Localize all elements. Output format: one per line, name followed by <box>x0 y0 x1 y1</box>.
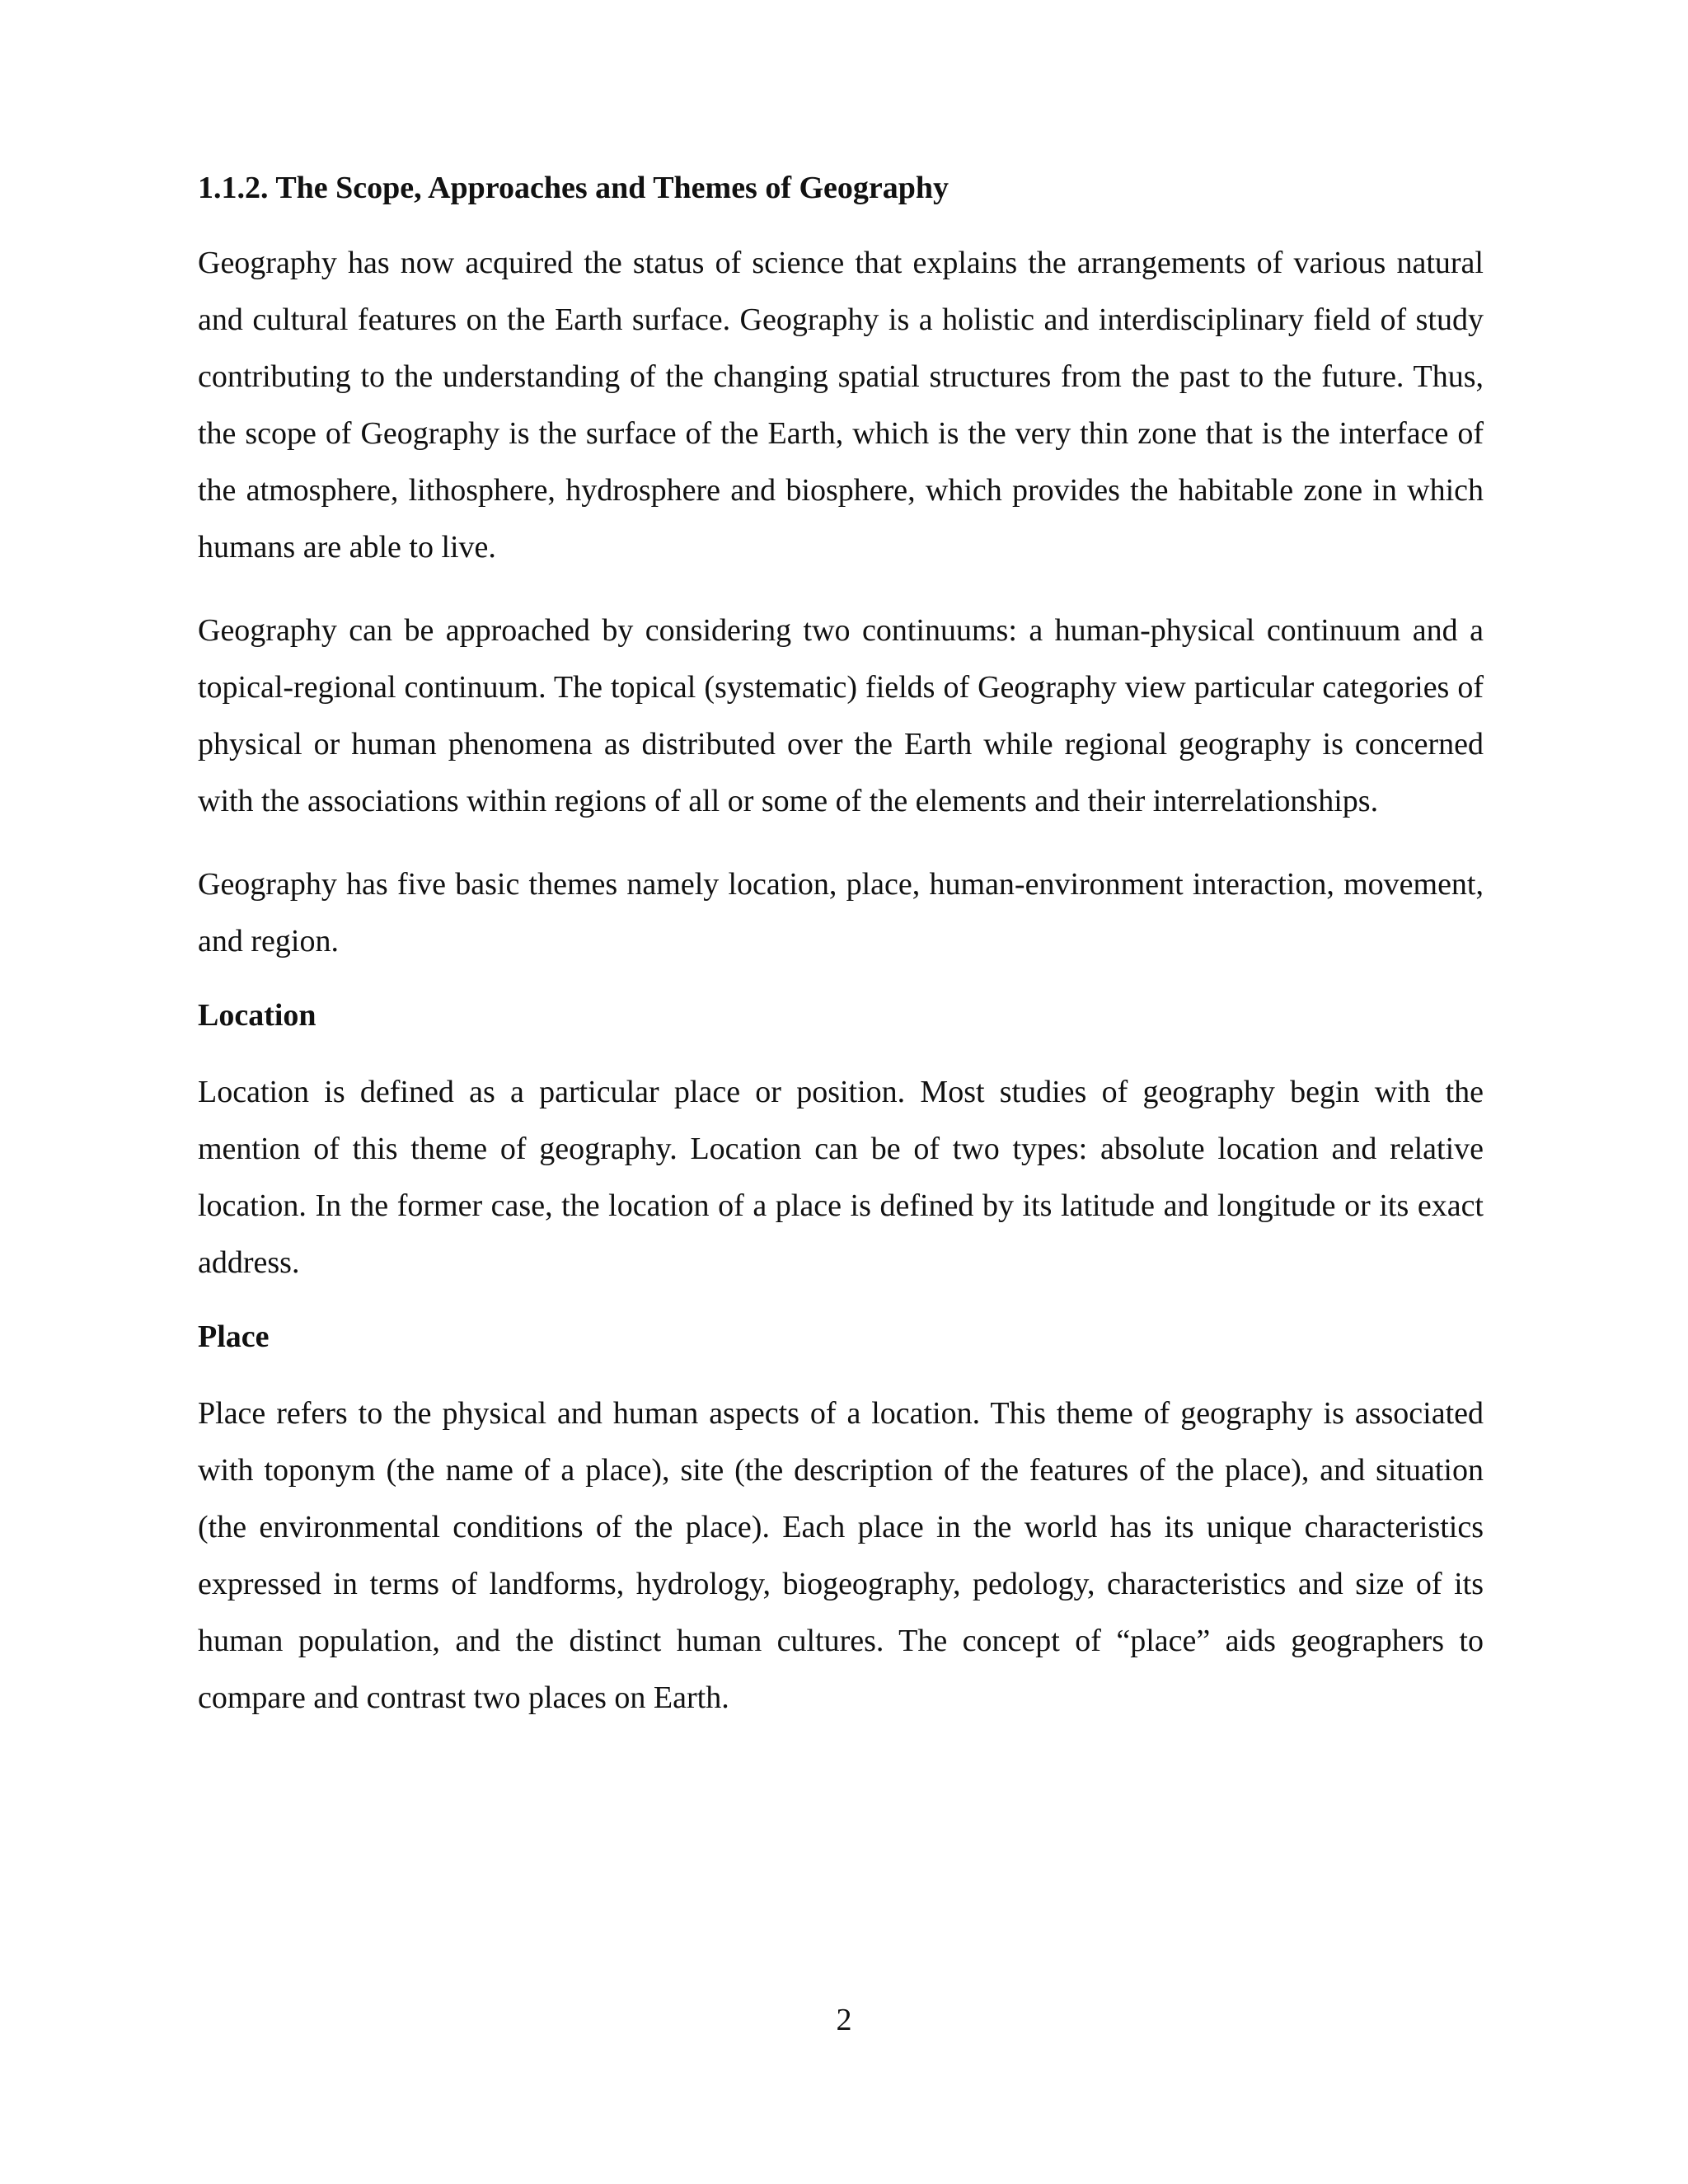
page-content <box>198 169 1484 1753</box>
page-number: 2 <box>836 2003 852 2037</box>
themes-paragraph: Geography has five basic themes namely location, place, human-environment interaction, movement, and region. <box>198 867 1484 958</box>
place-paragraph: Place refers to the physical and human aspects of a location. This theme of geography is associated with toponym (the name of a place), site (the description of the features of the place), and situation (the environmental conditions of the place). Each place in the world has its unique characteristics expressed in terms of landforms, hydrology, biogeography, pedology, characteristics and size of its human population, and the distinct human cultures. The concept of “place” aids geographers to compare and contrast two places on Earth. <box>198 1396 1484 1715</box>
section-heading: 1.1.2. The Scope, Approaches and Themes of Geography <box>198 171 950 205</box>
scope-paragraph: Geography has now acquired the status of science that explains the arrangements of various natural and cultural features on the Earth surface. Geography is a holistic and interdisciplinary field of study contributing to the understanding of the changing spatial structures from the past to the future. Thus, the scope of Geography is the surface of the Earth, which is the very thin zone that is the interface of the atmosphere, lithosphere, hydrosphere and biosphere, which provides the habitable zone in which humans are able to live. <box>198 246 1484 565</box>
location-paragraph: Location is defined as a particular place or position. Most studies of geography begin with the mention of this theme of geography. Location can be of two types: absolute location and relative location. In the former case, the location of a place is defined by its latitude and longitude or its exact address. <box>198 1075 1484 1280</box>
location-heading: Location <box>198 998 316 1033</box>
place-heading: Place <box>198 1319 270 1354</box>
approaches-paragraph: Geography can be approached by considering two continuums: a human-physical continuum and a topical-regional continuum. The topical (systematic) fields of Geography view particular categories of physical or human phenomena as distributed over the Earth while regional geography is concerned with the associations within regions of all or some of the elements and their interrelationships. <box>198 613 1484 818</box>
